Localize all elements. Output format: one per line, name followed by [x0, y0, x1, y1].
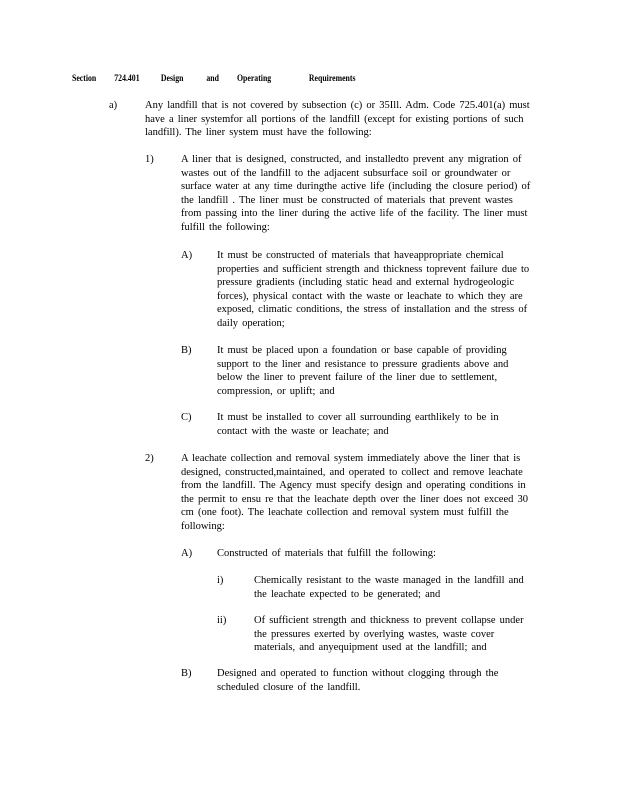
item-1-label: 1)	[145, 154, 154, 165]
item-2b-text: Designed and operated to function without clogging through the scheduled closure of the landfill.	[217, 668, 499, 693]
heading-section-word: Section	[72, 74, 97, 84]
item-2b-label: B)	[181, 668, 192, 679]
item-2a-i-text: Chemically resistant to the waste managed in the landfill and the leachate expected to be generated; and	[254, 575, 524, 600]
item-1b-label: B)	[181, 345, 192, 356]
item-1c-text: It must be installed to cover all surrounding earthlikely to be in contact with the waste or leachate; and	[217, 412, 499, 437]
item-2a-label: A)	[181, 548, 193, 559]
item-2a-i-label: i)	[217, 575, 224, 586]
item-1a-text: It must be constructed of materials that haveappropriate chemical properties and sufficient strength and thickness toprevent failure due to pressure gradients (including static head and external hydrogeologic forces), physical contact with the waste or leachate to which they are exposed, climatic conditions, the stress of installation and the stress of daily operation;	[217, 250, 530, 329]
item-1c-label: C)	[181, 412, 192, 423]
heading-title-operating: Operating	[236, 74, 272, 84]
item-1b-text: It must be placed upon a foundation or base capable of providing support to the liner and resistance to pressure gradients above and below the liner to prevent failure of the liner due to settlement, compression, or uplift; and	[217, 345, 509, 397]
item-2-label: 2)	[145, 453, 154, 464]
section-heading	[72, 74, 356, 84]
heading-title-and: and	[206, 74, 219, 84]
heading-section-number: 724.401	[114, 74, 140, 84]
item-a-label: a)	[109, 100, 118, 111]
item-a-text: Any landfill that is not covered by subsection (c) or 35Ill. Adm. Code 725.401(a) must have a liner systemfor all portions of the landfill (except for existing portions of such landfill). The liner system must have the following:	[145, 100, 530, 139]
item-1a-label: A)	[181, 250, 193, 261]
item-2a-ii-text: Of sufficient strength and thickness to prevent collapse under the pressures exerted by overlying wastes, waste cover materials, and anyequipment used at the landfill; and	[254, 615, 524, 654]
item-1-text: A liner that is designed, constructed, and installedto prevent any migration of wastes out of the landfill to the adjacent subsurface soil or groundwater or surface water at any time duringthe active life (including the closure period) of the landfill . The liner must be constructed of materials that prevent wastes from passing into the liner during the active life of the facility. The liner must fulfill the following:	[181, 154, 531, 233]
item-2a-text: Constructed of materials that fulfill the following:	[217, 548, 436, 559]
item-2-text: A leachate collection and removal system immediately above the liner that is designed, constructed,maintained, and operated to collect and remove leachate from the landfill. The Agency must specify design and operating conditions in the permit to ensu re that the leachate depth over the liner does not exceed 30 cm (one foot). The leachate collection and removal system must fulfill the following:	[181, 453, 529, 532]
item-2a-ii-label: ii)	[217, 615, 227, 626]
heading-title-requirements: Requirements	[308, 74, 356, 84]
heading-title-design: Design	[160, 74, 184, 84]
